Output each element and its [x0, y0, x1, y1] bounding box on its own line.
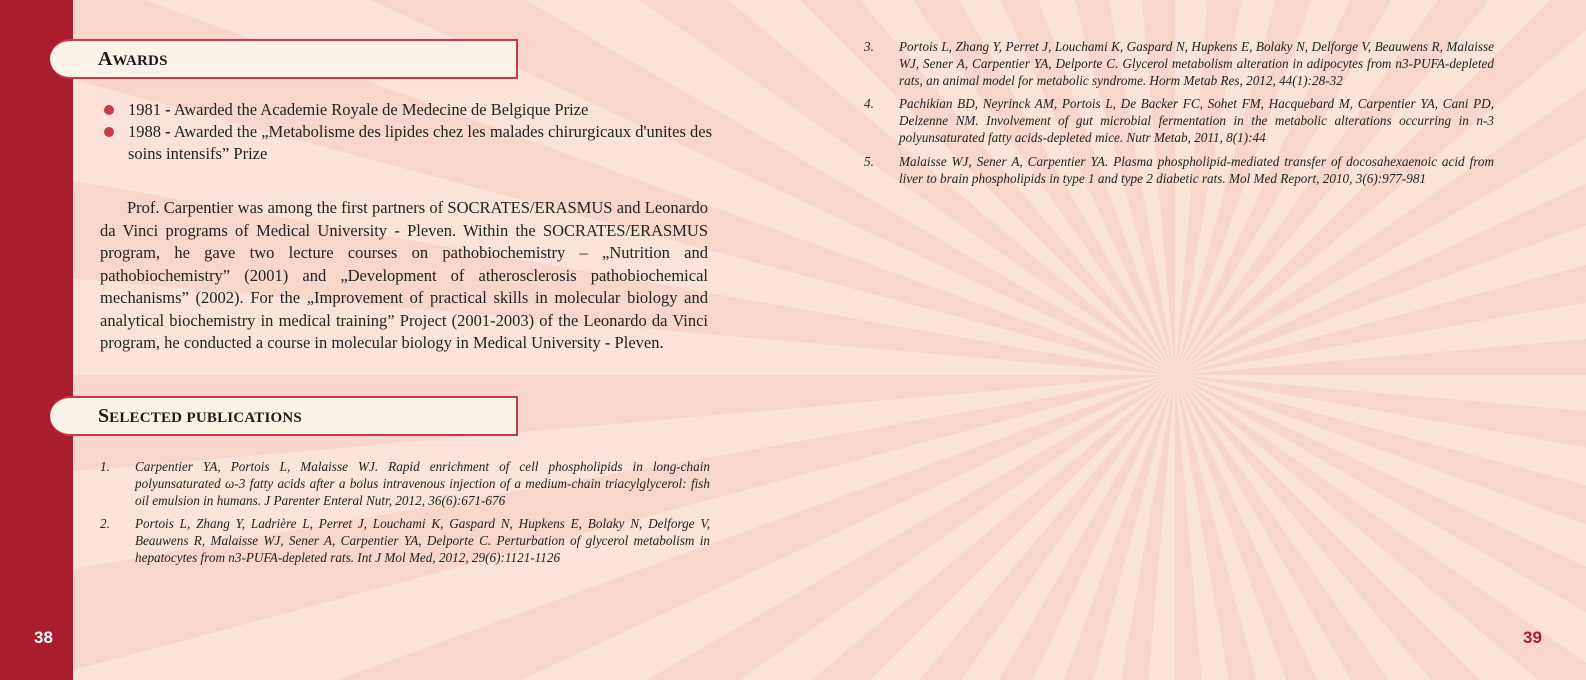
awards-header [50, 39, 518, 79]
bullet-dot-icon [104, 105, 114, 115]
award-item: 1981 - Awarded the Academie Royale de Medecine de Belgique Prize [104, 99, 714, 121]
publications-header [50, 396, 518, 436]
biography-paragraph: Prof. Carpentier was among the first partners of SOCRATES/ERASMUS and Leonardo da Vinci programs of Medical University - Pleven. Within the SOCRATES/ERASMUS program, he gave two lecture courses on pathobiochemistry – „Nutrition and pathobiochemistry” (2001) and „Development of atherosclerosis pathobiochemical mechanisms” (2002). For the „Improvement of practical skills in molecular biology and analytical biochemistry in medical training” Project (2001-2003) of the Leonardo da Vinci program, he conducted a course in molecular biology in Medical University - Pleven. [100, 198, 708, 352]
publications-list-left [100, 459, 710, 574]
page-number-right: 39 [1523, 628, 1542, 647]
awards-list [104, 99, 714, 165]
publication-item: 3. Portois L, Zhang Y, Perret J, Louchami K, Gaspard N, Hupkens E, Bolaky N, Delforge V, Beauwens R, Malaisse WJ, Sener A, Carpentier YA, Delporte C. Glycerol metabolism alteration in adipocytes from n3-PUFA-depleted rats, an animal model for metabolic syndrome. Horm Metab Res, 2012, 44(1):28-32 [864, 39, 1494, 88]
page-number-left: 38 [34, 628, 53, 647]
publications-list-right [864, 39, 1494, 194]
awards-heading: AWARDS [98, 47, 168, 70]
publication-item: 2. Portois L, Zhang Y, Ladrière L, Perret J, Louchami K, Gaspard N, Hupkens E, Bolaky N, Delforge V, Beauwens R, Malaisse WJ, Sener A, Carpentier YA, Delporte C. Perturbation of glycerol metabolism in hepatocytes from n3-PUFA-depleted rats. Int J Mol Med, 2012, 29(6):1121-1126 [100, 516, 710, 565]
bullet-dot-icon [104, 127, 114, 137]
publication-item: 1. Carpentier YA, Portois L, Malaisse WJ. Rapid enrichment of cell phospholipids in long-chain polyunsaturated ω-3 fatty acids after a bolus intravenous injection of a medium-chain triacylglycerol: fish oil emulsion in humans. J Parenter Enteral Nutr, 2012, 36(6):671-676 [100, 459, 710, 508]
award-item: 1988 - Awarded the „Metabolisme des lipides chez les malades chirurgicaux d'unites des soins intensifs” Prize [104, 121, 714, 165]
publication-item: 5. Malaisse WJ, Sener A, Carpentier YA. Plasma phospholipid-mediated transfer of docosahexaenoic acid from liver to brain phospholipids in type 1 and type 2 diabetic rats. Mol Med Report, 2010, 3(6):977-981 [864, 153, 1494, 186]
publication-item: 4. Pachikian BD, Neyrinck AM, Portois L, De Backer FC, Sohet FM, Hacquebard M, Carpentier YA, Cani PD, Delzenne NM. Involvement of gut microbial fermentation in the metabolic alterations occurring in n-3 polyunsaturated fatty acids-depleted mice. Nutr Metab, 2011, 8(1):44 [864, 96, 1494, 145]
publications-heading: SELECTED PUBLICATIONS [98, 404, 302, 427]
left-sidebar-band [0, 0, 73, 680]
